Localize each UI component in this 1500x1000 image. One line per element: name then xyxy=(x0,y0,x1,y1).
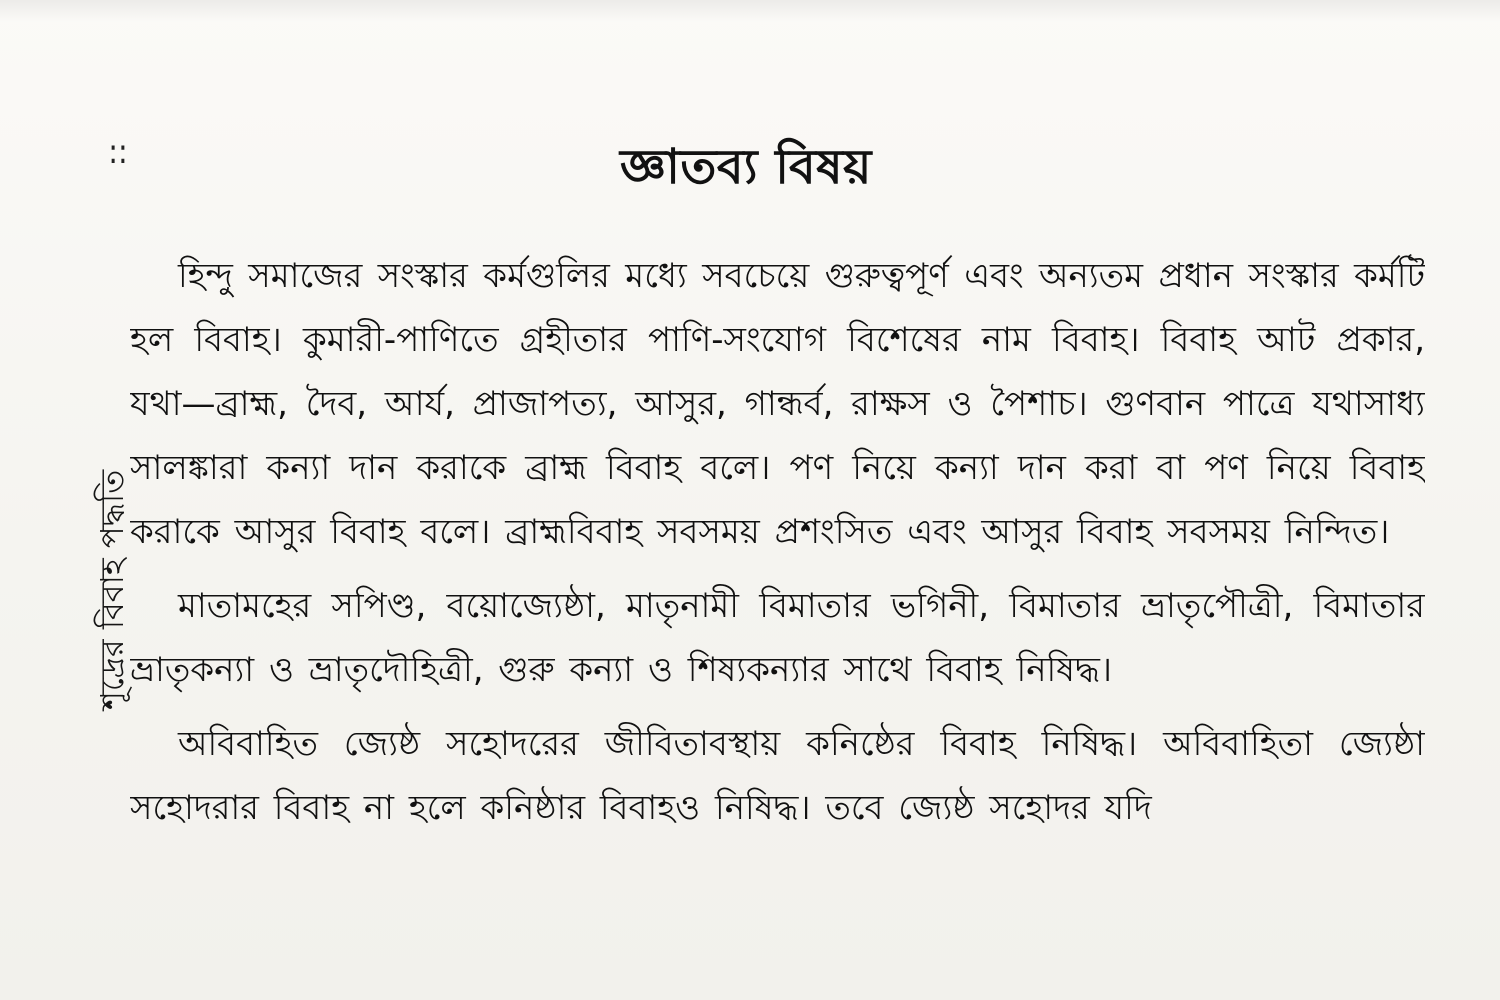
paragraph-2: মাতামহের সপিণ্ড, বয়োজ্যেষ্ঠা, মাতৃনামী বিমাতার ভগিনী, বিমাতার ভ্রাতৃপৌত্রী, বিমাতার ভ্রাতৃকন্যা ও ভ্রাতৃদৌহিত্রী, গুরু কন্যা ও শিষ্যকন্যার সাথে বিবাহ নিষিদ্ধ। xyxy=(130,586,1425,690)
page-top-edge xyxy=(0,0,1500,22)
page-title: জ্ঞাতব্য বিষয় xyxy=(620,139,872,195)
body-text xyxy=(130,244,1425,904)
paragraph-3: অবিবাহিত জ্যেষ্ঠ সহোদরের জীবিতাবস্থায় কনিষ্ঠের বিবাহ নিষিদ্ধ। অবিবাহিতা জ্যেষ্ঠা সহোদরার বিবাহ না হলে কনিষ্ঠার বিবাহও নিষিদ্ধ। তবে জ্যেষ্ঠ সহোদর যদি xyxy=(130,724,1425,828)
side-label: শূদ্রের বিবাহ পদ্ধতি xyxy=(93,469,131,710)
page-mark: :: xyxy=(108,132,128,172)
paragraph-1: হিন্দু সমাজের সংস্কার কর্মগুলির মধ্যে সবচেয়ে গুরুত্বপূর্ণ এবং অন্যতম প্রধান সংস্কার কর্মটি হল বিবাহ। কুমারী-পাণিতে গ্রহীতার পাণি-সংযোগ বিশেষের নাম বিবাহ। বিবাহ আট প্রকার, যথা—ব্রাহ্ম, দৈব, আর্য, প্রাজাপত্য, আসুর, গান্ধর্ব, রাক্ষস ও পৈশাচ। গুণবান পাত্রে যথাসাধ্য সালঙ্কারা কন্যা দান করাকে ব্রাহ্ম বিবাহ বলে। পণ নিয়ে কন্যা দান করা বা পণ নিয়ে বিবাহ করাকে আসুর বিবাহ বলে। ব্রাহ্মবিবাহ সবসময় প্রশংসিত এবং আসুর বিবাহ সবসময় নিন্দিত। xyxy=(130,256,1425,552)
